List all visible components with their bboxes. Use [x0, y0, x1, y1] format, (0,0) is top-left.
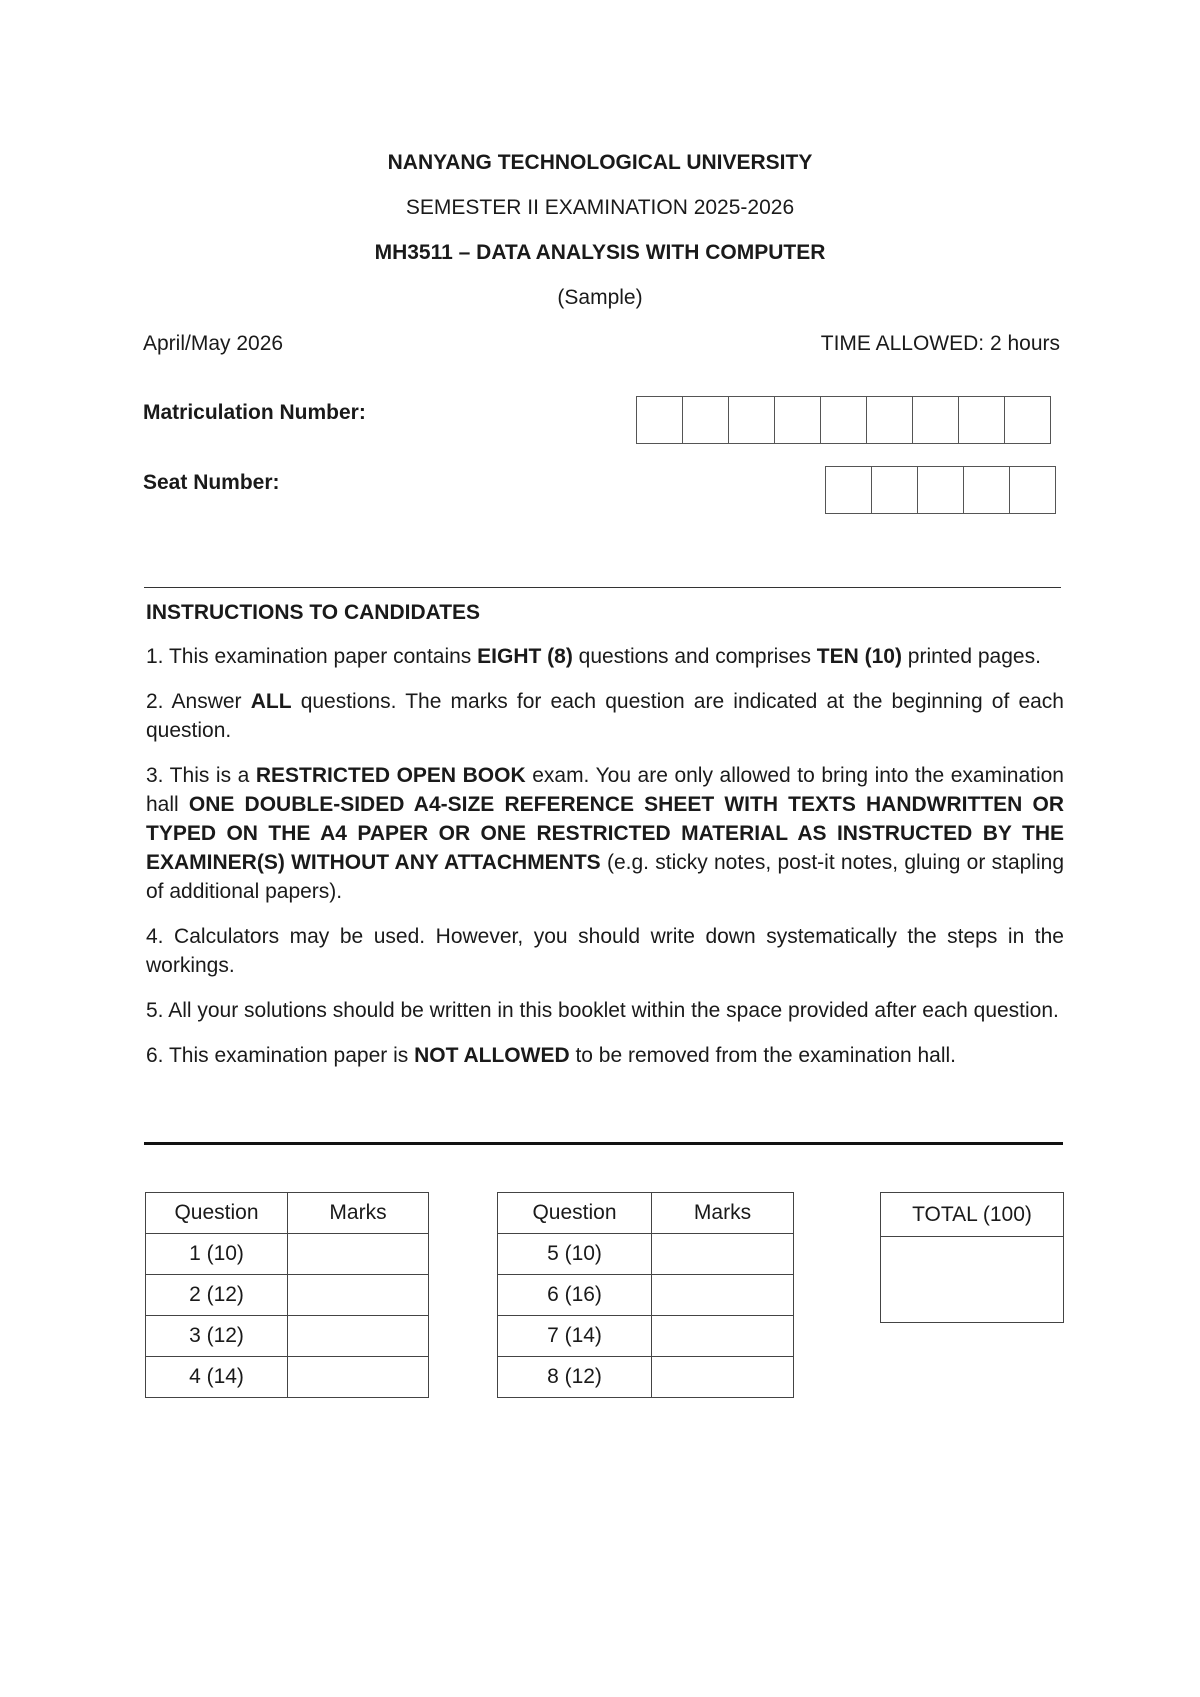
table-row — [146, 1234, 429, 1275]
column-header-question: Question — [146, 1193, 288, 1234]
matric-digit-box[interactable] — [867, 397, 913, 443]
sample-note: (Sample) — [557, 286, 643, 309]
matric-digit-box[interactable] — [637, 397, 683, 443]
marks-cell[interactable] — [652, 1234, 794, 1275]
column-header-marks: Marks — [288, 1193, 429, 1234]
matric-digit-box[interactable] — [1005, 397, 1051, 443]
instruction-text: (e.g. sticky notes, post-it notes, gluing or stapling of additional papers). — [146, 851, 1064, 903]
table-row — [498, 1234, 794, 1275]
exam-date: April/May 2026 — [143, 332, 284, 355]
table-row — [146, 1357, 429, 1398]
instruction-text: 4. Calculators may be used. However, you should write down systematically the steps in the workings. — [146, 925, 1064, 977]
marks-cell[interactable] — [288, 1316, 429, 1357]
instructions-heading: INSTRUCTIONS TO CANDIDATES — [146, 601, 481, 624]
total-marks-cell[interactable] — [881, 1237, 1064, 1323]
instruction-item — [146, 687, 1064, 745]
instruction-emphasis: ALL — [250, 690, 292, 713]
marks-cell[interactable] — [288, 1234, 429, 1275]
seat-number-boxes — [825, 466, 1056, 514]
instruction-item — [146, 996, 1064, 1025]
question-cell: 3 (12) — [146, 1316, 288, 1357]
seat-digit-box[interactable] — [872, 467, 918, 513]
time-allowed: TIME ALLOWED: 2 hours — [820, 332, 1060, 355]
marks-cell[interactable] — [652, 1357, 794, 1398]
seat-digit-box[interactable] — [918, 467, 964, 513]
instructions-section — [146, 600, 1064, 1086]
instruction-text: printed pages. — [901, 645, 1041, 668]
instruction-item — [146, 1041, 1064, 1070]
instruction-text: to be removed from the examination hall. — [569, 1044, 956, 1067]
instruction-text: 2. Answer — [146, 690, 251, 713]
instruction-text: 1. This examination paper contains — [146, 645, 478, 668]
column-header-marks: Marks — [652, 1193, 794, 1234]
instruction-emphasis: TEN (10) — [816, 645, 902, 668]
exam-title: SEMESTER II EXAMINATION 2025-2026 — [405, 196, 795, 219]
instruction-emphasis: RESTRICTED OPEN BOOK — [255, 764, 526, 787]
instruction-text: 6. This examination paper is — [146, 1044, 415, 1067]
instruction-emphasis: EIGHT (8) — [477, 645, 573, 668]
matric-digit-box[interactable] — [821, 397, 867, 443]
table-row — [146, 1316, 429, 1357]
matric-digit-box[interactable] — [913, 397, 959, 443]
table-row — [498, 1275, 794, 1316]
matric-digit-box[interactable] — [683, 397, 729, 443]
matric-digit-box[interactable] — [729, 397, 775, 443]
instruction-emphasis: ONE DOUBLE-SIDED A4-SIZE REFERENCE SHEET WITH TEXTS HANDWRITTEN OR TYPED ON THE A4 PAPER OR ONE RESTRICTED MATERIAL AS INSTRUCTED BY THE EXAMINER(S) WITHOUT ANY ATTACHMENTS — [146, 793, 1065, 874]
instruction-emphasis: NOT ALLOWED — [414, 1044, 570, 1067]
marks-table-left — [145, 1192, 429, 1398]
question-cell: 1 (10) — [146, 1234, 288, 1275]
instruction-text: exam. You are only allowed to bring into the examination hall — [146, 764, 1064, 816]
marks-cell[interactable] — [652, 1316, 794, 1357]
instruction-item — [146, 922, 1064, 980]
instruction-item — [146, 642, 1064, 671]
marks-cell[interactable] — [288, 1357, 429, 1398]
separator-thick-line — [144, 1142, 1063, 1145]
seat-digit-box[interactable] — [826, 467, 872, 513]
question-cell: 6 (16) — [498, 1275, 652, 1316]
instruction-text: questions and comprises — [572, 645, 817, 668]
question-cell: 8 (12) — [498, 1357, 652, 1398]
total-marks-table — [880, 1192, 1064, 1323]
instruction-item — [146, 761, 1064, 906]
marks-cell[interactable] — [652, 1275, 794, 1316]
seat-digit-box[interactable] — [1010, 467, 1056, 513]
question-cell: 2 (12) — [146, 1275, 288, 1316]
instruction-text: 5. All your solutions should be written in this booklet within the space provided after each question. — [146, 999, 1059, 1022]
separator-line — [144, 587, 1061, 588]
course-title: MH3511 – DATA ANALYSIS WITH COMPUTER — [374, 241, 826, 264]
table-row — [146, 1275, 429, 1316]
total-value-row — [881, 1237, 1064, 1323]
matric-number-boxes — [636, 396, 1051, 444]
total-header-row — [881, 1193, 1064, 1237]
question-cell: 5 (10) — [498, 1234, 652, 1275]
total-label: TOTAL (100) — [881, 1193, 1064, 1237]
question-cell: 4 (14) — [146, 1357, 288, 1398]
marks-cell[interactable] — [288, 1275, 429, 1316]
marks-table-right — [497, 1192, 794, 1398]
instruction-text: 3. This is a — [146, 764, 256, 787]
question-cell: 7 (14) — [498, 1316, 652, 1357]
table-header-row — [498, 1193, 794, 1234]
matric-digit-box[interactable] — [775, 397, 821, 443]
table-header-row — [146, 1193, 429, 1234]
table-row — [498, 1316, 794, 1357]
seat-number-label: Seat Number: — [143, 471, 280, 494]
table-row — [498, 1357, 794, 1398]
seat-digit-box[interactable] — [964, 467, 1010, 513]
matric-digit-box[interactable] — [959, 397, 1005, 443]
university-name: NANYANG TECHNOLOGICAL UNIVERSITY — [387, 151, 813, 174]
instruction-text: questions. The marks for each question are indicated at the beginning of each question. — [146, 690, 1064, 742]
matric-number-label: Matriculation Number: — [143, 401, 366, 424]
column-header-question: Question — [498, 1193, 652, 1234]
